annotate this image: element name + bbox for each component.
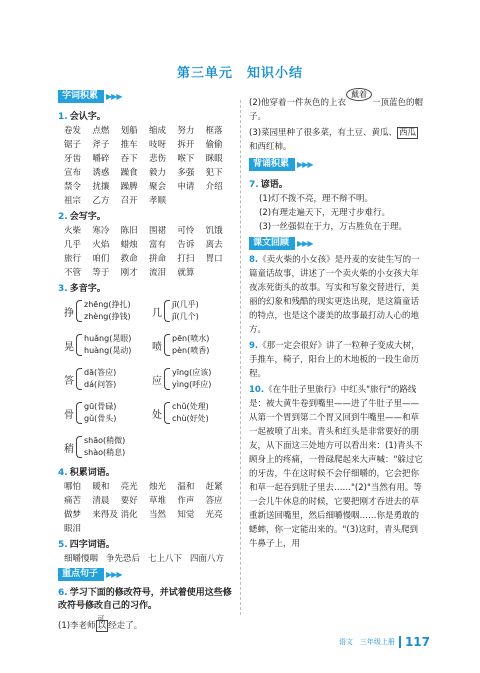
- polyphone-item: [64, 364, 146, 394]
- item-9: 9.《那一定会很好》讲了一粒种子变成大树，手推车，椅子，阳台上的木地板的一段生命历程。: [249, 341, 420, 379]
- word-item: 卷发: [64, 126, 82, 136]
- word-item: 孝顺: [149, 196, 167, 206]
- polyphone-item: [64, 398, 146, 428]
- word-item: 消化: [120, 510, 138, 520]
- word-item: 告诉: [177, 240, 195, 250]
- chevron-right-icon: ▶▶▶: [106, 92, 122, 101]
- proverb-item: (2)有理走遍天下，无理寸步难行。: [259, 208, 391, 218]
- word-item: 陈旧: [120, 226, 138, 236]
- word-item: 火柴: [64, 226, 82, 236]
- polyphone-item: [64, 296, 146, 326]
- write-chars-grid: [64, 224, 234, 278]
- word-item: 离去: [205, 240, 223, 250]
- word-item: 诱惑: [92, 168, 110, 178]
- word-item: 胃口: [205, 254, 223, 264]
- right-column: [249, 90, 425, 551]
- word-item: 吞下: [120, 154, 138, 164]
- brace: [164, 334, 170, 356]
- reading: yìng(呼应): [172, 380, 212, 389]
- word-item: 推车: [120, 140, 138, 150]
- polyphone-item: [152, 398, 234, 428]
- recognize-chars-grid: [64, 124, 234, 206]
- section-label: 字词积累: [58, 90, 104, 103]
- accumulate-words-grid: [64, 480, 234, 534]
- item-8: 8.《卖火柴的小女孩》是丹麦的安徒生写的一篇童话故事，讲述了一个卖火柴的小女孩大年夜冻死街头的故事。写实和写象交替进行，美丽的幻象和残酷的现实更迭出现，是这篇童话的特点，也是这个凄美的故事最打动人心的地方。: [249, 255, 420, 335]
- word-item: 要好: [120, 496, 138, 506]
- word-item: 眼泪: [64, 524, 82, 534]
- chevron-right-icon: ▶▶▶: [297, 239, 313, 248]
- item-6-example-1: (1)李老师 以 可 经走了。: [58, 615, 143, 631]
- word-item: 烛光: [149, 482, 167, 492]
- brace: [76, 334, 82, 356]
- word-item: 努力: [177, 126, 195, 136]
- word-item: [121, 522, 149, 534]
- polyphone-char: 晃: [64, 341, 74, 353]
- reading: chù(好处): [172, 414, 209, 423]
- footer-subject: 语文 三年级上册: [338, 638, 395, 646]
- word-item: 锯子: [64, 140, 82, 150]
- word-item: [206, 266, 234, 278]
- word-item: 申请: [177, 182, 195, 192]
- brace: [164, 402, 170, 424]
- word-item: 悲伤: [149, 154, 167, 164]
- reading: huǎng(晃眼): [84, 334, 132, 343]
- reading: yīng(应该): [172, 368, 212, 377]
- word-item: 亮光: [120, 482, 138, 492]
- word-item: 清晨: [92, 496, 110, 506]
- word-item: 喉下: [177, 154, 195, 164]
- word-item: 不管: [64, 268, 82, 278]
- polyphone-item: [64, 330, 146, 360]
- reading: chǔ(处理): [172, 402, 209, 411]
- word-item: 毅力: [149, 168, 167, 178]
- word-item: 召开: [120, 196, 138, 206]
- word-item: 多强: [177, 168, 195, 178]
- chevron-right-icon: ▶▶▶: [297, 160, 313, 169]
- footer-bar: [399, 636, 401, 648]
- word-item: 禁令: [64, 182, 82, 192]
- word-item: 宣布: [64, 168, 82, 178]
- reading: dá(问答): [84, 380, 117, 389]
- idiom-item: 七上八下: [148, 554, 183, 564]
- word-item: 聚会: [149, 182, 167, 192]
- section-header-vocab: [58, 90, 121, 103]
- reading: jī(几乎): [172, 300, 199, 309]
- item-6-example-3: (3)菜园里种了很多菜，有土豆、黄瓜、 西瓜和西红柿。: [249, 128, 417, 152]
- word-item: 划船: [120, 126, 138, 136]
- word-item: 犯下: [205, 168, 223, 178]
- page-footer: [339, 635, 430, 649]
- word-item: 作声: [177, 496, 195, 506]
- word-item: 牙齿: [64, 154, 82, 164]
- word-item: 旅行: [64, 254, 82, 264]
- brace: [76, 300, 82, 322]
- reading: pēn(喷水): [172, 334, 210, 343]
- page-title: 第三单元 知识小结: [176, 66, 303, 81]
- reading: zhēng(挣扎): [84, 300, 131, 309]
- word-item: 介绍: [205, 182, 223, 192]
- item-1-heading: 1. 会认字。: [58, 112, 106, 122]
- proverb-item: (3)一丝强似在于力，万古胜负在于理。: [259, 222, 408, 232]
- section-label: 重点句子: [58, 568, 104, 581]
- brace: [76, 402, 82, 424]
- reading: dā(答应): [84, 368, 117, 377]
- word-item: 吱呀: [149, 140, 167, 150]
- polyphone-item: [152, 364, 234, 394]
- reading: zhèng(挣钱): [84, 312, 131, 321]
- reading: huàng(晃动): [84, 346, 132, 355]
- polyphone-char: 处: [152, 409, 162, 421]
- word-item: 框落: [205, 126, 223, 136]
- word-item: 痛苦: [64, 496, 82, 506]
- insert-callout: 戴着: [346, 88, 372, 101]
- word-item: 拼命: [149, 254, 167, 264]
- section-header-review: [249, 237, 312, 250]
- brace: [164, 368, 170, 390]
- word-item: 来得及: [92, 510, 118, 520]
- word-item: [177, 194, 205, 206]
- word-item: 哪怕: [64, 482, 82, 492]
- item-2-heading: 2. 会写字。: [58, 212, 106, 222]
- word-item: 围裙: [149, 226, 167, 236]
- word-item: 流泪: [149, 268, 167, 278]
- proverbs-list: [249, 192, 425, 234]
- word-item: 乙方: [92, 196, 110, 206]
- word-item: 温和: [177, 482, 195, 492]
- word-item: 嚼碎: [92, 154, 110, 164]
- word-item: 蜡烛: [120, 240, 138, 250]
- word-item: 做梦: [64, 510, 82, 520]
- word-item: 知觉: [177, 510, 195, 520]
- reading: gǔ(骨头): [84, 414, 117, 423]
- polyphone-item: [152, 296, 234, 326]
- word-item: 拆开: [177, 140, 195, 150]
- polyphone-grid: [64, 296, 234, 462]
- item-6-heading: 6. 学习下面的修改符号，并试着使用这些修改符号修改自己的习作。: [58, 588, 232, 611]
- item-6-example-2: (2)他穿着一件灰色的上衣戴着一顶蓝色的帽子。: [249, 90, 424, 122]
- chevron-right-icon: ▶▶▶: [106, 570, 122, 579]
- polyphone-char: 骨: [64, 409, 74, 421]
- word-item: 富有: [149, 240, 167, 250]
- word-item: 缩成: [149, 126, 167, 136]
- word-item: 躁食: [120, 168, 138, 178]
- section-header-recitation: [249, 158, 312, 171]
- reading: pèn(喷香): [172, 346, 210, 355]
- brace: [76, 436, 82, 458]
- word-item: 斧子: [92, 140, 110, 150]
- polyphone-char: 喷: [152, 341, 162, 353]
- word-item: 草堆: [149, 496, 167, 506]
- word-item: 答应: [205, 496, 223, 506]
- word-item: 祖宗: [64, 196, 82, 206]
- brace: [76, 368, 82, 390]
- section-header-key-sentences: [58, 568, 121, 581]
- word-item: 等于: [92, 268, 110, 278]
- word-item: 点燃: [92, 126, 110, 136]
- word-item: [149, 522, 177, 534]
- word-item: 光亮: [205, 510, 223, 520]
- left-column: [58, 88, 234, 633]
- item-7-heading: 7. 谚语。: [249, 180, 288, 190]
- word-item: [92, 522, 120, 534]
- reading: shào(稍息): [84, 448, 126, 457]
- word-item: 火焰: [92, 240, 110, 250]
- word-item: 躁脾: [120, 182, 138, 192]
- word-item: [177, 522, 205, 534]
- item-5-heading: 5. 四字词语。: [58, 540, 115, 550]
- idioms-list: [64, 552, 234, 564]
- reading: shāo(稍微): [84, 436, 126, 445]
- word-item: 眯眼: [205, 154, 223, 164]
- word-item: 就算: [177, 268, 195, 278]
- idiom-item: 四面八方: [190, 554, 225, 564]
- polyphone-char: 稍: [64, 443, 74, 455]
- polyphone-char: 应: [152, 375, 162, 387]
- polyphone-char: 几: [152, 307, 162, 319]
- word-item: 暖和: [92, 482, 110, 492]
- page-number: 117: [404, 635, 430, 649]
- item-4-heading: 4. 积累词语。: [58, 468, 115, 478]
- word-item: 刚才: [120, 268, 138, 278]
- word-item: 扰攘: [92, 182, 110, 192]
- word-item: 几乎: [64, 240, 82, 250]
- word-item: 咱们: [92, 254, 110, 264]
- section-label: 背诵积累: [249, 158, 295, 171]
- word-item: 饥饿: [205, 226, 223, 236]
- item-3-heading: 3. 多音字。: [58, 284, 106, 294]
- brace: [164, 300, 170, 322]
- polyphone-item: [152, 330, 234, 360]
- word-item: [206, 194, 234, 206]
- word-item: 救命: [120, 254, 138, 264]
- polyphone-char: 挣: [64, 307, 74, 319]
- idiom-item: 细嚼慢咽: [64, 554, 99, 564]
- idiom-item: 争先恐后: [106, 554, 141, 564]
- word-item: 打扫: [177, 254, 195, 264]
- reading: gū(骨碌): [84, 402, 117, 411]
- item-10: 10.《在牛肚子里旅行》中红头"旅行"的路线是：被大黄牛卷到嘴里——进了牛肚子里——从第一个胃到第二个胃又回到牛嘴里——和草一起被喷了出来。青头和红头是非常要好的朋友，从下面这三处地方可以看出来：(1)青头不顾身上的疼痛，一骨碌爬起来大声喊："躲过它的牙齿，牛在这时候不会仔细嚼的，它会把你和草一起吞到肚子里去……"(2)"当然有用。等一会儿牛休息的时候，它要把刚才吞进去的草重新送回嘴里，然后细嚼慢咽……你是勇敢的蟋蟀，你一定能出来的。"(3)这时，青头爬到牛鼻子上，用: [249, 385, 423, 549]
- word-item: 偷偷: [205, 140, 223, 150]
- polyphone-char: 答: [64, 375, 74, 387]
- word-item: 当然: [149, 510, 167, 520]
- column-divider: [240, 100, 241, 615]
- word-item: 可怜: [177, 226, 195, 236]
- word-item: 赶紧: [205, 482, 223, 492]
- reading: jǐ(几个): [172, 312, 199, 321]
- polyphone-item: [64, 432, 146, 462]
- word-item: 寒冷: [92, 226, 110, 236]
- section-label: 课文回顾: [249, 237, 295, 250]
- proverb-item: (1)灯不拨不亮，理不辩不明。: [259, 194, 374, 204]
